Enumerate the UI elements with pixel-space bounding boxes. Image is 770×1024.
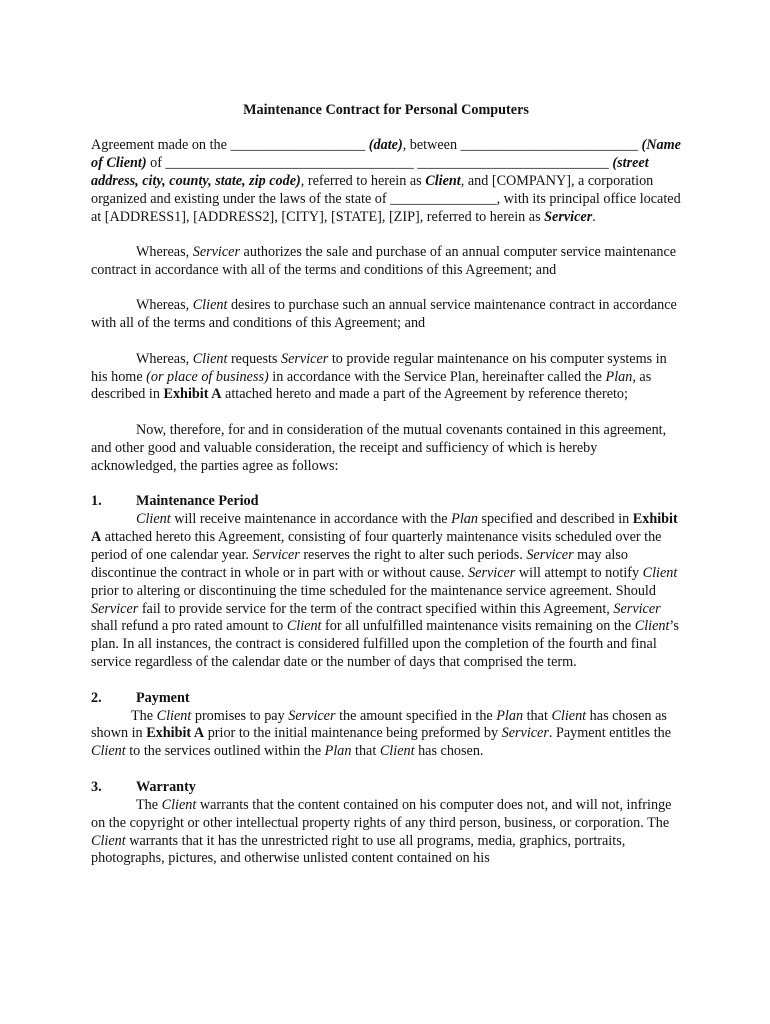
intro-text: , referred to herein as (300, 172, 426, 189)
paragraph-text: will attempt to notify (515, 564, 643, 581)
paragraph-text: ’s plan. In all instances, the contract is considered fulfilled upon the completion of the fourth and final service regardless of the calendar date or the number of days that comprised the term. (91, 618, 679, 671)
section-body (91, 511, 681, 672)
paragraph-text: prior to the initial maintenance being preformed by (204, 725, 502, 742)
section-maintenance-period (91, 493, 681, 672)
whereas-paragraph-1 (91, 244, 681, 280)
section-number: 2. (91, 689, 102, 706)
document-page (91, 101, 681, 886)
client-term: Client (136, 511, 171, 527)
servicer-term: Servicer (501, 725, 549, 742)
servicer-term: Servicer (192, 244, 240, 261)
section-heading (91, 493, 681, 511)
paragraph-text: . Payment entitles the (548, 725, 672, 742)
paragraph-text: Whereas, (136, 350, 193, 367)
plan-term: Plan (324, 743, 352, 760)
address-label: (street address, city, county, state, zip code) (91, 154, 649, 189)
paragraph-text: reserves the right to alter such periods. (299, 546, 527, 563)
servicer-term: Servicer (468, 564, 516, 581)
paragraph-text: warrants that the content contained on his computer does not, and will not, infringe on the copyright or other intellectual property rights of any third person, business, or corporation. The (91, 796, 672, 831)
plan-term: Plan (496, 707, 524, 724)
plan-term: Plan (451, 511, 478, 527)
paragraph-text: has chosen as shown in (91, 707, 667, 742)
client-term: Client (156, 707, 192, 724)
exhibit-a-reference: Exhibit A (146, 725, 205, 742)
section-body (91, 708, 681, 762)
paragraph-text: that (351, 743, 380, 760)
paragraph-text: prior to altering or discontinuing the time scheduled for the maintenance service agreement. Should (91, 582, 656, 599)
paragraph-text: specified and described in (477, 511, 633, 527)
agreement-intro (91, 137, 681, 227)
client-term: Client (634, 618, 670, 635)
servicer-term: Servicer (91, 600, 139, 617)
client-term: Client (425, 172, 461, 189)
paragraph-text: Whereas, (136, 297, 193, 314)
intro-text: of ___________________________________ ___________________________ (146, 154, 613, 171)
date-label: (date) (368, 137, 403, 153)
intro-text: , between _________________________ (402, 137, 642, 153)
servicer-term: Servicer (252, 546, 300, 563)
section-warranty (91, 779, 681, 869)
paragraph-text: attached hereto and made a part of the Agreement by reference thereto; (221, 386, 628, 403)
paragraph-text: for all unfulfilled maintenance visits remaining on the (321, 618, 635, 635)
intro-text: , and [COMPANY], a corporation organized and existing under the laws of the state of _______________, with its principal office located at [ADDRESS1], [ADDRESS2], [CITY], [STATE], [ZIP], referred to herein as (91, 172, 681, 225)
place-of-business-term: (or place of business) (146, 368, 269, 385)
servicer-term: Servicer (613, 600, 661, 617)
client-name-label: (Name of Client) (91, 137, 681, 171)
paragraph-text: Whereas, (136, 244, 193, 261)
whereas-paragraph-3 (91, 351, 681, 405)
servicer-term: Servicer (288, 707, 336, 724)
client-term: Client (551, 707, 587, 724)
client-term: Client (286, 618, 322, 635)
section-title: Payment (136, 689, 190, 706)
client-term: Client (192, 297, 228, 314)
paragraph-text: requests (227, 350, 281, 367)
section-number: 1. (91, 493, 102, 510)
servicer-term: Servicer (281, 350, 329, 367)
section-body (91, 797, 681, 869)
paragraph-text: the amount specified in the (335, 707, 497, 724)
paragraph-text: to provide regular maintenance on his computer systems in his home (91, 350, 667, 385)
paragraph-text: warrants that it has the unrestricted right to use all programs, media, graphics, portraits, photographs, pictures, and otherwise unlisted content contained on his (91, 832, 626, 867)
section-title: Maintenance Period (136, 493, 259, 510)
intro-text: . (592, 208, 596, 225)
client-term: Client (91, 832, 126, 849)
client-term: Client (192, 350, 228, 367)
paragraph-text: promises to pay (191, 707, 289, 724)
client-term: Client (91, 743, 126, 760)
paragraph-text: may also discontinue the contract in whole or in part with or without cause. (91, 546, 628, 581)
servicer-term: Servicer (526, 546, 574, 563)
section-heading (91, 690, 681, 708)
paragraph-text: desires to purchase such an annual service maintenance contract in accordance with all of the terms and conditions of this Agreement; and (91, 297, 677, 332)
paragraph-text: in accordance with the Service Plan, hereinafter called the (268, 368, 606, 385)
now-therefore-paragraph: Now, therefore, for and in consideration of the mutual covenants contained in this agreement, and other good and valuable consideration, the receipt and sufficiency of which is hereby acknowledged, the parties agree as follows: (91, 421, 667, 474)
paragraph-text: that (523, 707, 552, 724)
servicer-term: Servicer (544, 208, 593, 225)
section-payment (91, 690, 681, 762)
section-heading (91, 779, 681, 797)
exhibit-a-reference: Exhibit A (91, 511, 678, 545)
paragraph-text: The (131, 707, 157, 724)
paragraph-text: fail to provide service for the term of the contract specified within this Agreement, (138, 600, 614, 617)
intro-text: Agreement made on the ___________________ (91, 137, 369, 153)
paragraph-text: to the services outlined within the (125, 743, 325, 760)
client-term: Client (161, 796, 197, 813)
exhibit-a-reference: Exhibit A (163, 386, 222, 403)
paragraph-text: shall refund a pro rated amount to (91, 618, 287, 635)
section-number: 3. (91, 778, 102, 795)
paragraph-text: has chosen. (414, 743, 484, 760)
whereas-paragraph-2 (91, 297, 681, 333)
plan-term: Plan (605, 368, 633, 385)
paragraph-text: attached hereto this Agreement, consisting of four quarterly maintenance visits scheduled over the period of one calendar year. (91, 528, 662, 563)
document-title: Maintenance Contract for Personal Computers (243, 102, 529, 118)
paragraph-text: The (136, 796, 162, 813)
client-term: Client (379, 743, 415, 760)
paragraph-text: will receive maintenance in accordance with the (170, 511, 452, 527)
section-title: Warranty (136, 778, 196, 795)
client-term: Client (642, 564, 678, 581)
paragraph-text: authorizes the sale and purchase of an annual computer service maintenance contract in accordance with all of the terms and conditions of this Agreement; and (91, 244, 677, 278)
paragraph-text: , as described in (91, 368, 652, 403)
